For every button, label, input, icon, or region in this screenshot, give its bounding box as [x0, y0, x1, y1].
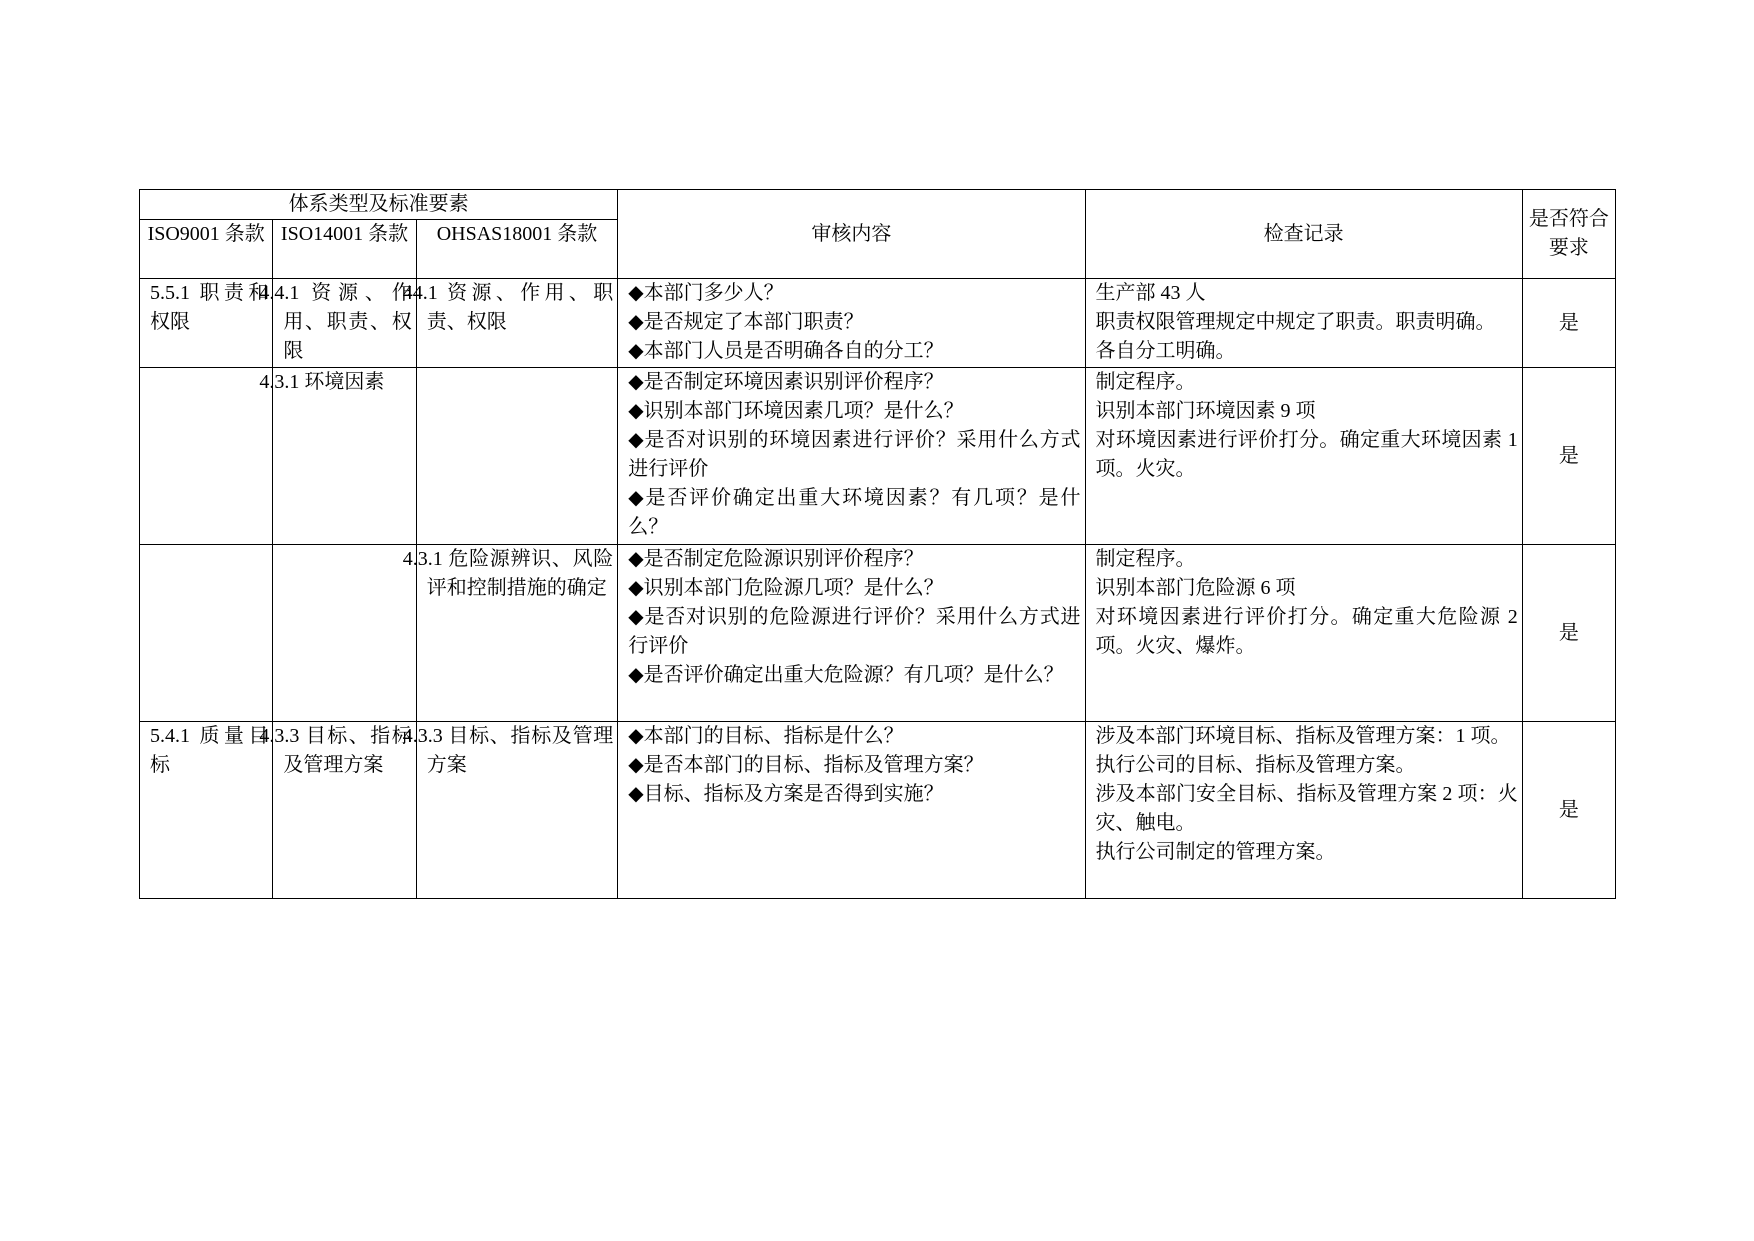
audit-question: ◆识别本部门环境因素几项？是什么？	[628, 400, 964, 422]
record-line: 识别本部门危险源 6 项	[1095, 577, 1296, 599]
audit-content-cell	[618, 722, 1085, 899]
table-row	[140, 279, 1616, 368]
table-row	[140, 545, 1616, 722]
audit-question: ◆本部门的目标、指标是什么？	[628, 725, 904, 747]
header-compliance: 是否符合要求	[1522, 190, 1615, 279]
record-line: 执行公司的目标、指标及管理方案。	[1095, 754, 1416, 776]
iso9001-clause: 5.5.1 职责和权限	[140, 279, 273, 368]
audit-question: ◆目标、指标及方案是否得到实施？	[628, 783, 944, 805]
compliance-value: 是	[1522, 368, 1615, 545]
iso14001-clause: 4.3.3 目标、指标及管理方案	[273, 722, 416, 899]
audit-checklist-table	[139, 189, 1616, 899]
record-line: 制定程序。	[1095, 371, 1196, 393]
compliance-value: 是	[1522, 722, 1615, 899]
check-record-cell	[1085, 279, 1522, 368]
header-iso14001: ISO14001 条款	[273, 220, 416, 279]
record-line: 对环境因素进行评价打分。确定重大危险源 2 项。火灾、爆炸。	[1095, 606, 1518, 657]
record-line: 各自分工明确。	[1095, 340, 1236, 362]
header-ohsas18001: OHSAS18001 条款	[416, 220, 618, 279]
header-iso9001: ISO9001 条款	[140, 220, 273, 279]
check-record-cell	[1085, 368, 1522, 545]
header-audit-content: 审核内容	[618, 190, 1085, 279]
record-line: 职责权限管理规定中规定了职责。职责明确。	[1095, 311, 1496, 333]
audit-question: ◆本部门多少人？	[628, 282, 784, 304]
audit-question: ◆本部门人员是否明确各自的分工？	[628, 340, 944, 362]
record-line: 制定程序。	[1095, 548, 1196, 570]
audit-question: ◆是否制定危险源识别评价程序？	[628, 548, 924, 570]
audit-question: ◆是否评价确定出重大环境因素？有几项？是什么？	[628, 487, 1081, 538]
check-record-cell	[1085, 545, 1522, 722]
iso9001-clause: 5.4.1 质量目标	[140, 722, 273, 899]
audit-question: ◆是否对识别的环境因素进行评价？采用什么方式进行评价	[628, 429, 1081, 480]
header-check-record: 检查记录	[1085, 190, 1522, 279]
iso14001-clause: 4.4.1 资源、作用、职责、权限	[273, 279, 416, 368]
audit-content-cell	[618, 545, 1085, 722]
audit-content-cell	[618, 279, 1085, 368]
ohsas-clause: 4.3.1 危险源辨识、风险评和控制措施的确定	[416, 545, 618, 722]
audit-question: ◆是否对识别的危险源进行评价？采用什么方式进行评价	[628, 606, 1081, 657]
ohsas-clause: 4.3.3 目标、指标及管理方案	[416, 722, 618, 899]
iso14001-clause	[273, 545, 416, 722]
iso9001-clause	[140, 368, 273, 545]
compliance-value: 是	[1522, 545, 1615, 722]
audit-content-cell	[618, 368, 1085, 545]
table-row	[140, 368, 1616, 545]
ohsas-clause	[416, 368, 618, 545]
ohsas-clause: 44.1 资源、作用、职责、权限	[416, 279, 618, 368]
record-line: 识别本部门环境因素 9 项	[1095, 400, 1316, 422]
compliance-value: 是	[1522, 279, 1615, 368]
audit-question: ◆是否规定了本部门职责？	[628, 311, 864, 333]
record-line: 执行公司制定的管理方案。	[1095, 841, 1336, 863]
audit-question: ◆是否制定环境因素识别评价程序？	[628, 371, 944, 393]
table-row	[140, 722, 1616, 899]
audit-question: ◆识别本部门危险源几项？是什么？	[628, 577, 944, 599]
record-line: 对环境因素进行评价打分。确定重大环境因素 1 项。火灾。	[1095, 429, 1518, 480]
audit-question: ◆是否本部门的目标、指标及管理方案？	[628, 754, 984, 776]
iso14001-clause: 4.3.1 环境因素	[273, 368, 416, 545]
record-line: 生产部 43 人	[1095, 282, 1206, 304]
header-row-top	[140, 190, 1616, 220]
record-line: 涉及本部门安全目标、指标及管理方案 2 项：火灾、触电。	[1095, 783, 1518, 834]
record-line: 涉及本部门环境目标、指标及管理方案：1 项。	[1095, 725, 1511, 747]
header-standard-elements: 体系类型及标准要素	[140, 190, 618, 220]
audit-question: ◆是否评价确定出重大危险源？有几项？是什么？	[628, 664, 1064, 686]
check-record-cell	[1085, 722, 1522, 899]
iso9001-clause	[140, 545, 273, 722]
